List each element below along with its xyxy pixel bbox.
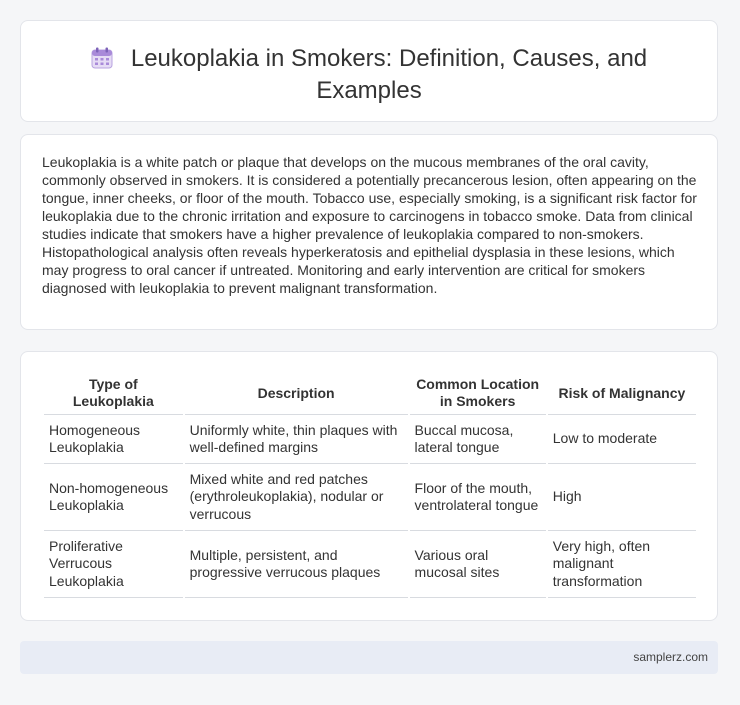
cell-type: Homogeneous Leukoplakia	[44, 415, 183, 464]
cell-location: Buccal mucosa, lateral tongue	[410, 415, 546, 464]
cell-description: Multiple, persistent, and progressive verrucous plaques	[185, 531, 408, 598]
header-description: Description	[185, 372, 408, 415]
cell-type: Non-homogeneous Leukoplakia	[44, 464, 183, 531]
cell-risk: Very high, often malignant transformation	[548, 531, 696, 598]
cell-description: Mixed white and red patches (erythroleukoplakia), nodular or verrucous	[185, 464, 408, 531]
description-card	[20, 134, 718, 330]
header-type: Type of Leukoplakia	[44, 372, 183, 415]
page-title-wrap	[61, 44, 677, 105]
calendar-icon	[91, 47, 113, 76]
cell-description: Uniformly white, thin plaques with well-defined margins	[185, 415, 408, 464]
header-location: Common Location in Smokers	[410, 372, 546, 415]
table-header-row	[44, 372, 696, 415]
cell-type: Proliferative Verrucous Leukoplakia	[44, 531, 183, 598]
cell-location: Floor of the mouth, ventrolateral tongue	[410, 464, 546, 531]
table-row	[44, 415, 696, 464]
title-card	[20, 20, 718, 122]
cell-risk: Low to moderate	[548, 415, 696, 464]
footer	[20, 641, 718, 674]
description-text: Leukoplakia is a white patch or plaque that develops on the mucous membranes of the oral cavity, commonly observed in smokers. It is considered a potentially precancerous lesion, often appearing on the tongue, inner cheeks, or floor of the mouth. Tobacco use, especially smoking, is a significant risk factor for leukoplakia due to the chronic irritation and exposure to carcinogens in tobacco smoke. Data from clinical studies indicate that smokers have a higher prevalence of leukoplakia compared to non-smokers. Histopathological analysis often reveals hyperkeratosis and epithelial dysplasia in these lesions, which may progress to oral cancer if untreated. Monitoring and early intervention are critical for smokers diagnosed with leukoplakia to prevent malignant transformation.	[42, 154, 697, 296]
cell-risk: High	[548, 464, 696, 531]
table-row	[44, 531, 696, 598]
header-risk: Risk of Malignancy	[548, 372, 696, 415]
table-row	[44, 464, 696, 531]
cell-location: Various oral mucosal sites	[410, 531, 546, 598]
table-card	[20, 351, 718, 621]
footer-site-link[interactable]: samplerz.com	[633, 650, 708, 664]
page-title: Leukoplakia in Smokers: Definition, Causes, and Examples	[130, 45, 648, 104]
leukoplakia-table	[42, 372, 698, 598]
